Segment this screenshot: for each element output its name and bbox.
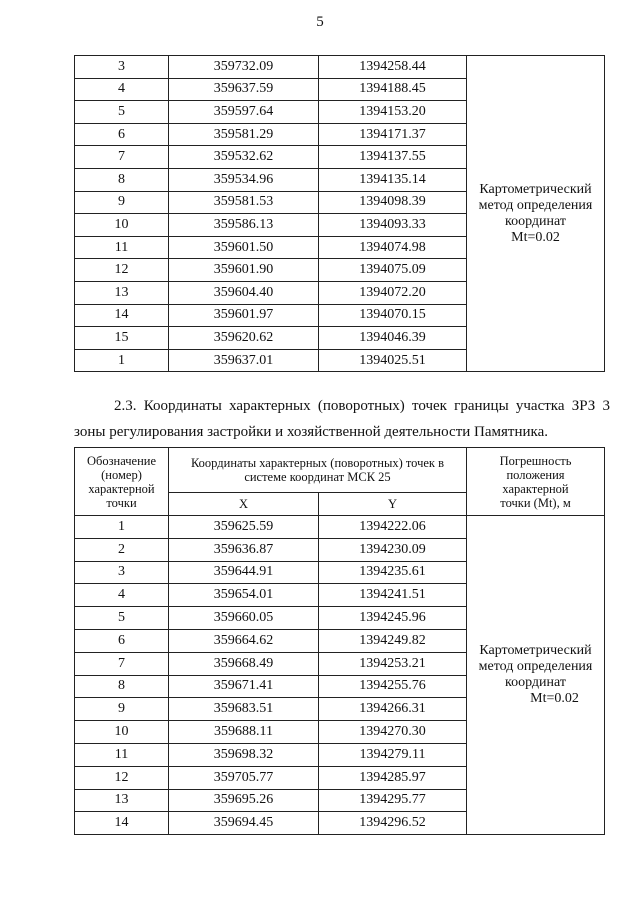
- cell-y: 1394075.09: [319, 259, 467, 282]
- cell-point: 1: [75, 349, 169, 372]
- cell-y: 1394098.39: [319, 191, 467, 214]
- header-y: Y: [319, 493, 467, 516]
- cell-point: 13: [75, 281, 169, 304]
- cell-point: 3: [75, 561, 169, 584]
- method-note-line: координат: [505, 675, 566, 691]
- cell-y: 1394025.51: [319, 349, 467, 372]
- method-note-line: метод определения: [478, 659, 593, 675]
- header-coordinates: [169, 448, 467, 493]
- method-note: [467, 516, 605, 835]
- cell-y: 1394235.61: [319, 561, 467, 584]
- header-accuracy-line: характерной: [502, 481, 569, 496]
- cell-y: 1394266.31: [319, 698, 467, 721]
- cell-y: 1394072.20: [319, 281, 467, 304]
- cell-x: 359636.87: [169, 538, 319, 561]
- cell-y: 1394074.98: [319, 236, 467, 259]
- cell-y: 1394153.20: [319, 101, 467, 124]
- cell-point: 12: [75, 259, 169, 282]
- cell-y: 1394270.30: [319, 721, 467, 744]
- header-accuracy-line: Погрешность: [499, 453, 572, 468]
- cell-y: 1394188.45: [319, 78, 467, 101]
- cell-y: 1394137.55: [319, 146, 467, 169]
- cell-x: 359604.40: [169, 281, 319, 304]
- cell-point: 11: [75, 743, 169, 766]
- cell-x: 359698.32: [169, 743, 319, 766]
- header-coordinates-line: системе координат МСК 25: [244, 470, 391, 484]
- coordinates-table-top: [74, 55, 605, 372]
- method-note-line: метод определения: [478, 197, 593, 213]
- cell-x: 359601.50: [169, 236, 319, 259]
- cell-x: 359637.59: [169, 78, 319, 101]
- cell-point: 3: [75, 56, 169, 79]
- cell-x: 359732.09: [169, 56, 319, 79]
- header-point-line: (номер): [101, 467, 142, 482]
- cell-x: 359601.97: [169, 304, 319, 327]
- cell-y: 1394135.14: [319, 168, 467, 191]
- cell-point: 15: [75, 327, 169, 350]
- cell-point: 13: [75, 789, 169, 812]
- page-number: 5: [316, 14, 324, 30]
- section-heading: [74, 393, 610, 445]
- header-point-number: [75, 448, 169, 516]
- cell-point: 6: [75, 629, 169, 652]
- cell-y: 1394245.96: [319, 607, 467, 630]
- cell-x: 359705.77: [169, 766, 319, 789]
- cell-y: 1394285.97: [319, 766, 467, 789]
- cell-point: 14: [75, 812, 169, 835]
- cell-x: 359671.41: [169, 675, 319, 698]
- cell-point: 7: [75, 652, 169, 675]
- cell-point: 10: [75, 721, 169, 744]
- method-note: [467, 56, 605, 372]
- cell-point: 8: [75, 168, 169, 191]
- cell-x: 359637.01: [169, 349, 319, 372]
- cell-point: 7: [75, 146, 169, 169]
- header-x: X: [169, 493, 319, 516]
- cell-x: 359660.05: [169, 607, 319, 630]
- cell-point: 10: [75, 214, 169, 237]
- cell-x: 359601.90: [169, 259, 319, 282]
- cell-x: 359625.59: [169, 516, 319, 539]
- header-accuracy: [467, 448, 605, 516]
- cell-y: 1394296.52: [319, 812, 467, 835]
- method-note-line: Mt=0.02: [530, 691, 579, 707]
- cell-y: 1394255.76: [319, 675, 467, 698]
- header-point-line: характерной: [88, 481, 155, 496]
- cell-y: 1394093.33: [319, 214, 467, 237]
- cell-x: 359668.49: [169, 652, 319, 675]
- method-note-line: координат: [505, 213, 566, 229]
- table-row: [75, 516, 605, 539]
- cell-point: 5: [75, 101, 169, 124]
- cell-point: 9: [75, 698, 169, 721]
- table-bottom-body: [75, 516, 605, 835]
- method-note-line: Картометрический: [479, 643, 592, 659]
- header-point-line: точки: [106, 495, 137, 510]
- cell-point: 4: [75, 78, 169, 101]
- cell-y: 1394070.15: [319, 304, 467, 327]
- cell-point: 12: [75, 766, 169, 789]
- table-top-body: [75, 56, 605, 372]
- cell-y: 1394295.77: [319, 789, 467, 812]
- header-point-line: Обозначение: [86, 453, 157, 468]
- cell-point: 14: [75, 304, 169, 327]
- table-row: [75, 56, 605, 79]
- header-coordinates-line: Координаты характерных (поворотных) точек в: [190, 456, 445, 470]
- cell-point: 4: [75, 584, 169, 607]
- coordinates-table-bottom: [74, 447, 605, 835]
- cell-point: 1: [75, 516, 169, 539]
- cell-point: 6: [75, 123, 169, 146]
- cell-x: 359534.96: [169, 168, 319, 191]
- cell-x: 359688.11: [169, 721, 319, 744]
- cell-point: 11: [75, 236, 169, 259]
- cell-y: 1394241.51: [319, 584, 467, 607]
- cell-point: 9: [75, 191, 169, 214]
- cell-x: 359581.53: [169, 191, 319, 214]
- cell-point: 5: [75, 607, 169, 630]
- cell-x: 359683.51: [169, 698, 319, 721]
- cell-x: 359586.13: [169, 214, 319, 237]
- cell-y: 1394249.82: [319, 629, 467, 652]
- cell-y: 1394046.39: [319, 327, 467, 350]
- cell-point: 2: [75, 538, 169, 561]
- header-accuracy-line: положения: [506, 467, 565, 482]
- cell-y: 1394222.06: [319, 516, 467, 539]
- section-heading-text: 2.3. Координаты характерных (поворотных) точек границы участка ЗРЗ 3 зоны регулирования застройки и хозяйственной деятельности Памятника.: [74, 398, 610, 440]
- cell-x: 359694.45: [169, 812, 319, 835]
- cell-y: 1394171.37: [319, 123, 467, 146]
- cell-x: 359654.01: [169, 584, 319, 607]
- cell-point: 8: [75, 675, 169, 698]
- cell-x: 359695.26: [169, 789, 319, 812]
- header-accuracy-line: точки (Mt), м: [500, 495, 571, 510]
- cell-y: 1394253.21: [319, 652, 467, 675]
- cell-x: 359620.62: [169, 327, 319, 350]
- cell-y: 1394230.09: [319, 538, 467, 561]
- cell-x: 359597.64: [169, 101, 319, 124]
- cell-x: 359581.29: [169, 123, 319, 146]
- cell-x: 359532.62: [169, 146, 319, 169]
- cell-x: 359644.91: [169, 561, 319, 584]
- method-note-line: Mt=0.02: [511, 229, 560, 245]
- cell-y: 1394279.11: [319, 743, 467, 766]
- cell-y: 1394258.44: [319, 56, 467, 79]
- method-note-line: Картометрический: [479, 181, 592, 197]
- cell-x: 359664.62: [169, 629, 319, 652]
